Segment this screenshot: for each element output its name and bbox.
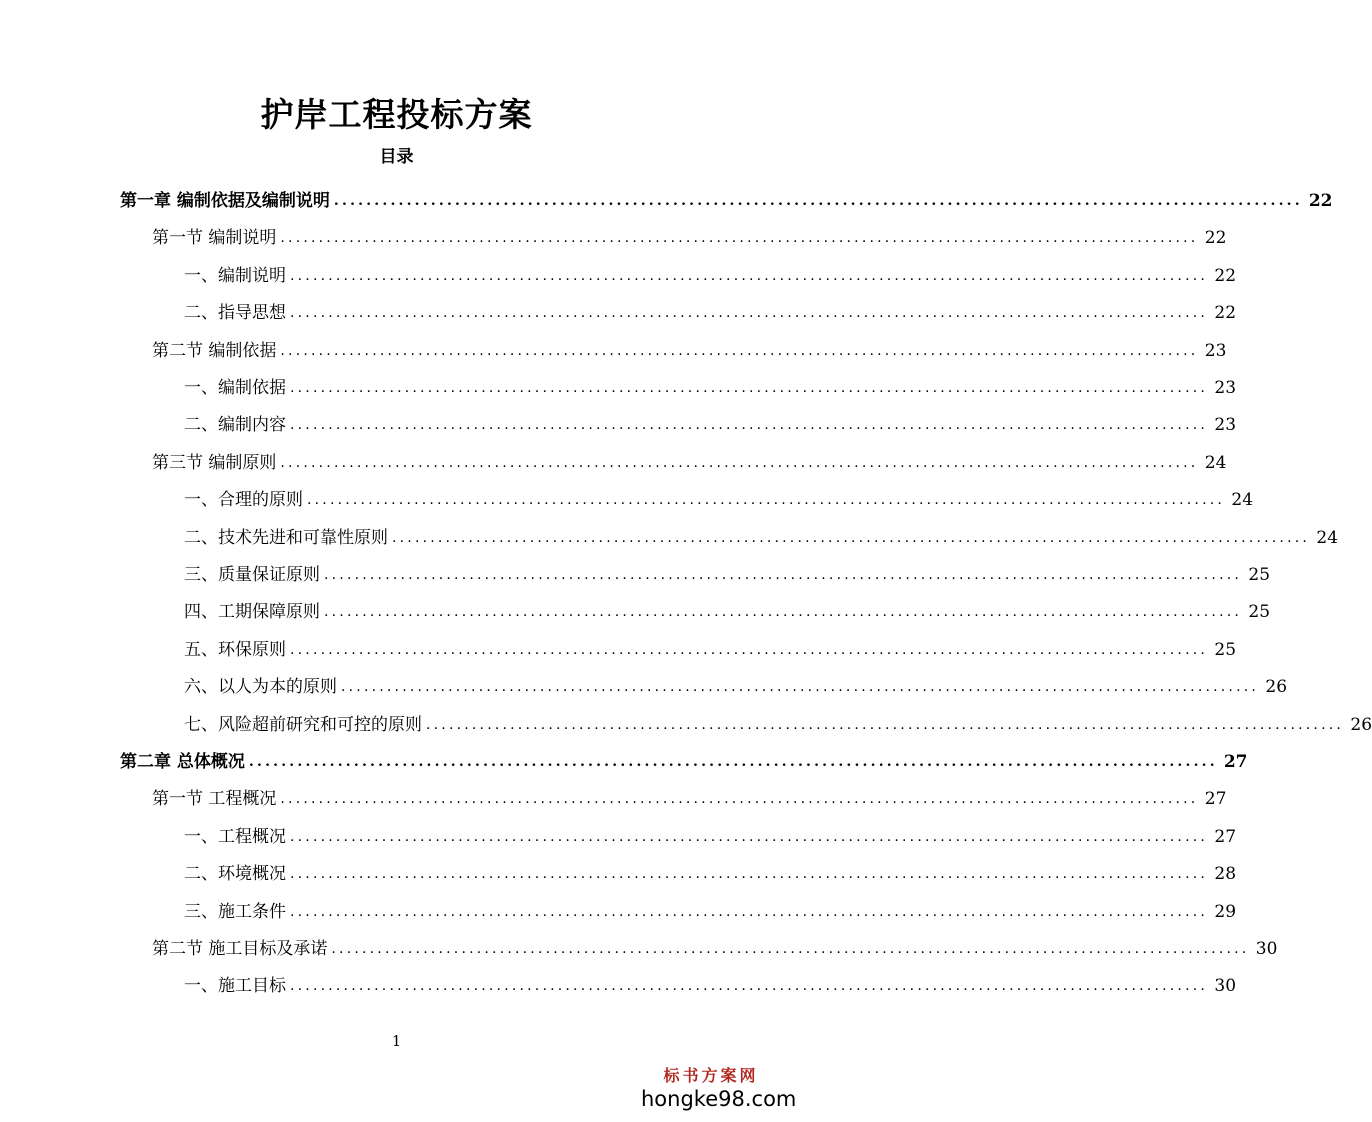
toc-dot-leader: ........................................................................................................................ xyxy=(331,941,1250,957)
toc-entry-page: 27 xyxy=(1214,826,1237,847)
toc-entry-title: 一、工程概况 xyxy=(184,826,286,847)
watermark-cn-text: 标书方案网 xyxy=(663,1066,759,1085)
toc-entry-page: 22 xyxy=(1214,303,1237,324)
toc-dot-leader: ........................................................................................................................ xyxy=(290,267,1209,284)
toc-entry[interactable] xyxy=(152,446,1227,474)
toc-entry[interactable] xyxy=(184,820,1237,848)
toc-entry-title: 第三节 编制原则 xyxy=(152,452,277,473)
toc-entry-title: 三、施工条件 xyxy=(184,901,286,922)
toc-entry[interactable] xyxy=(184,895,1237,923)
toc-dot-leader: ........................................................................................................................ xyxy=(290,978,1209,995)
toc-entry-page: 23 xyxy=(1214,415,1237,436)
toc-entry-title: 五、环保原则 xyxy=(184,639,286,660)
toc-entry[interactable] xyxy=(184,633,1237,661)
toc-entry-page: 27 xyxy=(1223,752,1248,772)
toc-entry-page: 22 xyxy=(1204,228,1227,249)
toc-entry[interactable] xyxy=(184,408,1237,436)
watermark-logo xyxy=(641,1066,797,1112)
toc-heading: 目录 xyxy=(379,147,414,167)
toc-entry-page: 24 xyxy=(1204,452,1227,473)
toc-entry[interactable] xyxy=(152,782,1227,810)
toc-dot-leader: ........................................................................................................................ xyxy=(290,828,1209,845)
toc-entry-title: 第二章 总体概况 xyxy=(120,752,245,772)
toc-entry-title: 二、技术先进和可靠性原则 xyxy=(184,527,388,548)
toc-entry-page: 29 xyxy=(1214,901,1237,922)
toc-entry-page: 24 xyxy=(1231,490,1254,511)
toc-dot-leader: ........................................................................................................................ xyxy=(280,230,1199,247)
toc-dot-leader: ........................................................................................................................ xyxy=(392,529,1311,546)
toc-entry-title: 一、合理的原则 xyxy=(184,490,303,511)
toc-entry[interactable] xyxy=(184,969,1237,997)
toc-dot-leader: ........................................................................................................................ xyxy=(307,492,1226,509)
toc-entry[interactable] xyxy=(184,371,1237,399)
toc-dot-leader: ........................................................................................................................ xyxy=(426,716,1345,733)
toc-entry[interactable] xyxy=(184,708,1372,736)
toc-entry-title: 二、环境概况 xyxy=(184,864,286,885)
toc-entry-title: 二、指导思想 xyxy=(184,303,286,324)
toc-entry-title: 一、施工目标 xyxy=(184,976,286,997)
toc-entry-page: 27 xyxy=(1204,789,1227,810)
toc-dot-leader: ........................................................................................................................ xyxy=(290,380,1209,396)
toc-entry-page: 25 xyxy=(1214,639,1237,660)
toc-dot-leader: ........................................................................................................................ xyxy=(324,567,1243,583)
toc-entry-page: 26 xyxy=(1265,677,1288,698)
toc-entry-title: 第二节 编制依据 xyxy=(152,340,277,361)
toc-entry[interactable] xyxy=(120,745,1248,773)
toc-entry[interactable] xyxy=(184,670,1288,698)
toc-entry-title: 一、编制说明 xyxy=(184,265,286,286)
toc-entry[interactable] xyxy=(184,483,1254,511)
toc-entry-title: 七、风险超前研究和可控的原则 xyxy=(184,714,422,735)
toc-dot-leader: ........................................................................................................................ xyxy=(280,791,1199,808)
toc-entry-title: 二、编制内容 xyxy=(184,415,286,436)
toc-entry-page: 22 xyxy=(1214,265,1237,286)
toc-dot-leader: ........................................................................................................................ xyxy=(290,866,1209,883)
page-number: 1 xyxy=(391,1032,402,1050)
toc-dot-leader: ........................................................................................................................ xyxy=(290,641,1209,658)
toc-entry-page: 25 xyxy=(1248,565,1271,585)
toc-entry[interactable] xyxy=(184,595,1271,623)
toc-entry-page: 30 xyxy=(1214,976,1237,997)
toc-dot-leader: ........................................................................................................................ xyxy=(290,903,1209,920)
toc-dot-leader: ........................................................................................................................ xyxy=(341,679,1260,696)
document-title: 护岸工程投标方案 xyxy=(260,95,533,134)
toc-entry-page: 25 xyxy=(1248,602,1271,623)
toc-entry[interactable] xyxy=(184,857,1237,885)
toc-entry[interactable] xyxy=(152,334,1227,362)
toc-entry-title: 六、以人为本的原则 xyxy=(184,677,337,698)
toc-entry-title: 第一节 工程概况 xyxy=(152,789,277,810)
toc-entry-title: 第二节 施工目标及承诺 xyxy=(152,939,328,959)
toc-entry-page: 28 xyxy=(1214,864,1237,885)
toc-entry-page: 26 xyxy=(1350,714,1372,735)
toc-entry-title: 四、工期保障原则 xyxy=(184,602,320,623)
toc-entry[interactable] xyxy=(152,221,1227,249)
toc-dot-leader: ........................................................................................................................ xyxy=(290,305,1209,322)
toc-entry[interactable] xyxy=(152,932,1278,960)
toc-dot-leader: ........................................................................................................................ xyxy=(290,417,1209,434)
toc-entry-title: 一、编制依据 xyxy=(184,378,286,398)
toc-entry[interactable] xyxy=(184,521,1339,549)
toc-dot-leader: ........................................................................................................................ xyxy=(324,604,1243,621)
toc-dot-leader: ........................................................................................................................ xyxy=(333,193,1303,209)
toc-entry-title: 三、质量保证原则 xyxy=(184,565,320,585)
toc-entry-title: 第一节 编制说明 xyxy=(152,228,277,249)
toc-entry-page: 30 xyxy=(1255,939,1278,959)
watermark-en-text: hongke98.com xyxy=(641,1087,797,1111)
toc-entry-page: 22 xyxy=(1308,191,1333,211)
toc-entry[interactable] xyxy=(120,184,1333,212)
toc-entry-page: 24 xyxy=(1316,527,1339,548)
toc-entry-title: 第一章 编制依据及编制说明 xyxy=(120,191,330,211)
toc-dot-leader: ........................................................................................................................ xyxy=(248,754,1218,770)
toc-entry[interactable] xyxy=(184,558,1271,586)
toc-entry-page: 23 xyxy=(1204,340,1227,361)
toc-entry-page: 23 xyxy=(1214,378,1237,398)
toc-entry[interactable] xyxy=(184,296,1237,324)
toc-entry[interactable] xyxy=(184,259,1237,287)
toc-dot-leader: ........................................................................................................................ xyxy=(280,454,1199,471)
toc-dot-leader: ........................................................................................................................ xyxy=(280,342,1199,359)
